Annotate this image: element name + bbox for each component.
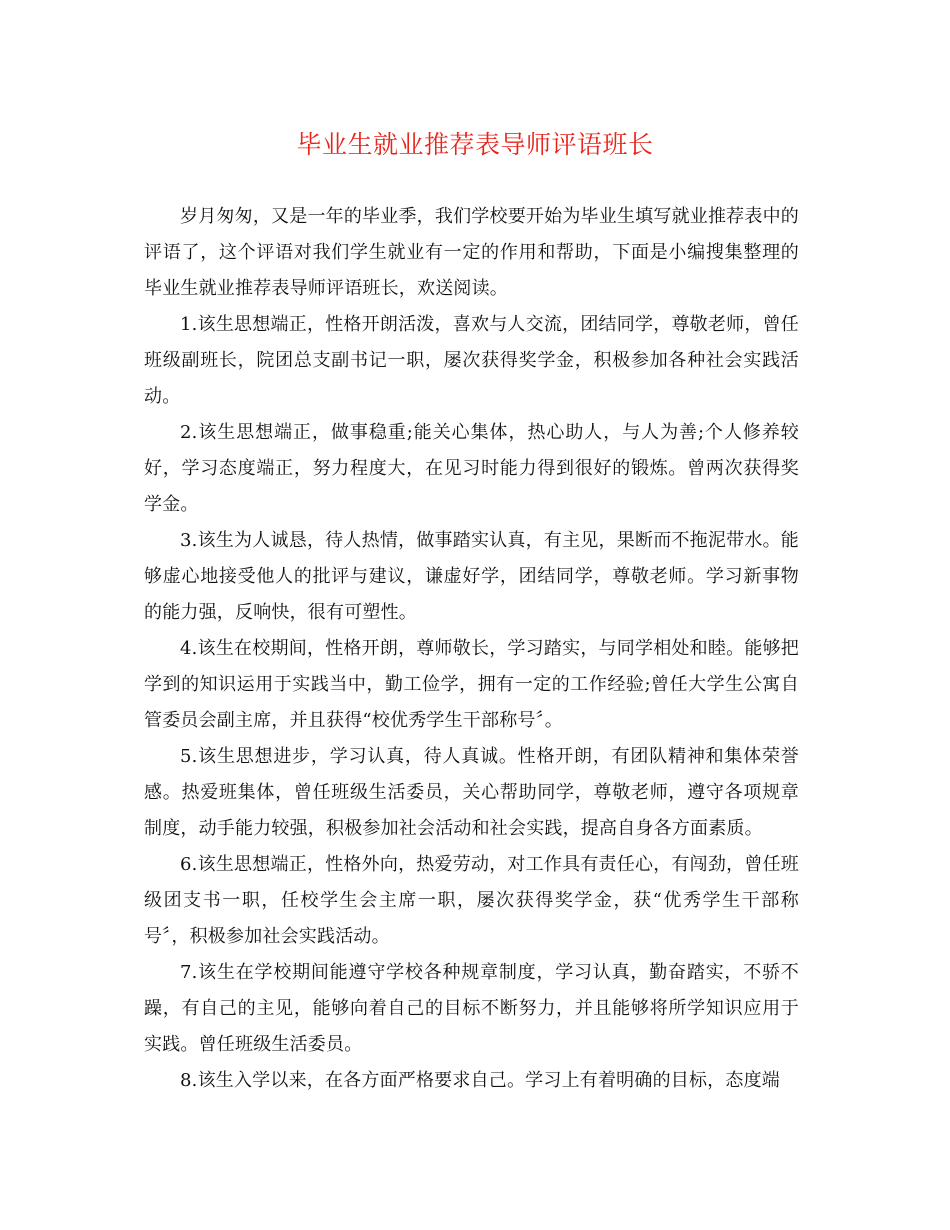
- paragraph-comment-5: 5.该生思想进步，学习认真，待人真诚。性格开朗，有团队精神和集体荣誉感。热爱班集体，曾任班级生活委员，关心帮助同学，尊敬老师，遵守各项规章制度，动手能力较强，积极参加社会活动和社会实践，提高自身各方面素质。: [144, 746, 799, 839]
- paragraph-comment-3: 3.该生为人诚恳，待人热情，做事踏实认真，有主见，果断而不拖泥带水。能够虚心地接受他人的批评与建议，谦虚好学，团结同学，尊敬老师。学习新事物的能力强，反响快，很有可塑性。: [144, 530, 799, 623]
- document-body: [144, 199, 799, 1099]
- paragraph-comment-2: 2.该生思想端正，做事稳重;能关心集体，热心助人，与人为善;个人修养较好，学习态度端正，努力程度大，在见习时能力得到很好的锻炼。曾两次获得奖学金。: [144, 422, 799, 515]
- paragraph-comment-1: 1.该生思想端正，性格开朗活泼，喜欢与人交流，团结同学，尊敬老师，曾任班级副班长，院团总支副书记一职，屡次获得奖学金，积极参加各种社会实践活动。: [144, 314, 799, 407]
- document-title: 毕业生就业推荐表导师评语班长: [296, 130, 654, 159]
- paragraph-comment-7: 7.该生在学校期间能遵守学校各种规章制度，学习认真，勤奋踏实，不骄不躁，有自己的主见，能够向着自己的目标不断努力，并且能够将所学知识应用于实践。曾任班级生活委员。: [144, 962, 799, 1055]
- paragraph-comment-6: 6.该生思想端正，性格外向，热爱劳动，对工作具有责任心，有闯劲，曾任班级团支书一职，任校学生会主席一职，屡次获得奖学金，获“优秀学生干部称号〞，积极参加社会实践活动。: [144, 854, 799, 947]
- paragraph-comment-4: 4.该生在校期间，性格开朗，尊师敬长，学习踏实，与同学相处和睦。能够把学到的知识运用于实践当中，勤工俭学，拥有一定的工作经验;曾任大学生公寓自管委员会副主席，并且获得“校优秀学生干部称号〞。: [144, 638, 799, 731]
- paragraph-intro: 岁月匆匆，又是一年的毕业季，我们学校要开始为毕业生填写就业推荐表中的评语了，这个评语对我们学生就业有一定的作用和帮助，下面是小编搜集整理的毕业生就业推荐表导师评语班长，欢送阅读。: [144, 206, 799, 299]
- paragraph-comment-8: 8.该生入学以来，在各方面严格要求自己。学习上有着明确的目标，态度端: [180, 1070, 780, 1091]
